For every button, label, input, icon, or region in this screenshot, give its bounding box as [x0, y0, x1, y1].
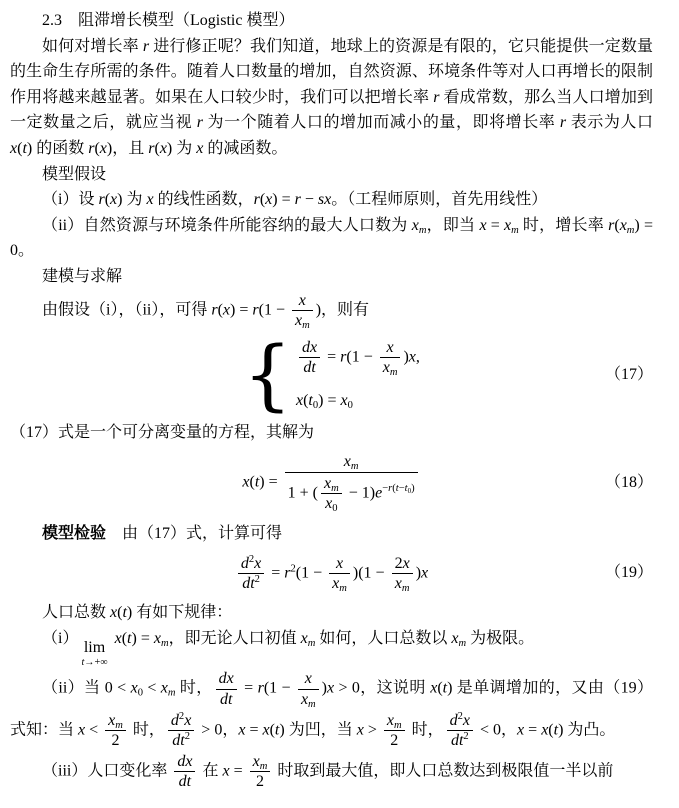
separable-line: （17）式是一个可分离变量的方程，其解为: [10, 423, 315, 441]
derivation-line: 由假设（i），（ii），可得 r(x) = r(1 − $\frac{x}{x_m}$ )，则有: [42, 291, 370, 331]
section-heading: 2.3 阻滞增长模型（Logistic 模型）: [42, 12, 295, 29]
rule-i: （i） lim t→+∞ $x(t) = x_m$，即无论人口初值 $x_m$ 如何，人口总数以 $x_m$ 为极限。: [42, 629, 535, 669]
equation-19-body: $\frac{d^2x}{dt^2}$ = $r^2(1$ − $\frac{x}{x_m}$ )(1 − $\frac{2x}{x_m}$ )x: [235, 553, 428, 594]
equation-18-number: （18）: [604, 474, 653, 492]
equation-18: [10, 451, 653, 515]
assumption-i: （i）设 r(x) 为 x 的线性函数，r(x) = r − sx。（工程师原则，首先用线性）: [42, 191, 548, 209]
equation-18-body: x(t) = $x_m$ 1 + ( $\frac{x_m}{x_0}$ − $1)e^{-r(t-t_0)}$: [242, 451, 420, 515]
modeling-heading: 建模与求解: [42, 267, 123, 285]
equation-17-body: { $\frac{dx}{dt}$ = r(1 − $\frac{x}{x_m}$ )x, $x(t_0) = x_0$: [243, 330, 420, 420]
equation-19-number: （19）: [604, 564, 653, 582]
rule-ii: （ii）当 $0 < x_0 < x_m$ 时， $\frac{dx}{dt}$ = r(1 − $\frac{x}{x_m}$ )x > 0，这说明 x(t) 是单调增加的，又由（19）式知：当 x < $\frac{x_m}{2}$ 时， $\frac{d^2x}{dt^2}$ > 0，x = x(t) 为凹，当 x > $\frac{x_m}{2}$ 时， $\frac{d^2x}{dt^2}$ < 0，x = x(t) 为凸。: [10, 670, 653, 749]
equation-17: [10, 330, 653, 420]
intro-paragraph: 如何对增长率 r 进行修正呢？我们知道，地球上的资源是有限的，它只能提供一定数量的生命生存所需的条件。随着人口数量的增加，自然资源、环境条件等对人口再增长的限制作用将越来越显著。如果在人口较少时，我们可以把增长率 r 看成常数，那么当人口增加到一定数量之后，就应当视 r 为一个随着人口的增加而减小的量，即将增长率 r 表示为人口 x(t) 的函数 r(x)，且 r(x) 为 x 的减函数。: [10, 37, 653, 157]
assumption-ii: （ii）自然资源与环境条件所能容纳的最大人口数为 $x_m$，即当 $x = x_m$ 时，增长率 $r(x_m) = 0$。: [10, 216, 653, 260]
model-check-line: 模型检验 由（17）式，计算可得: [42, 525, 283, 543]
model-assumption-heading: 模型假设: [42, 165, 107, 183]
rule-iii: （iii）人口变化率 $\frac{dx}{dt}$ 在 x = $\frac{x_m}{2}$ 时取到最大值，即人口总数达到极限值一半以前: [42, 753, 614, 791]
equation-19: [10, 553, 653, 594]
population-rules-line: 人口总数 x(t) 有如下规律：: [42, 604, 233, 621]
equation-17-number: （17）: [604, 366, 653, 384]
